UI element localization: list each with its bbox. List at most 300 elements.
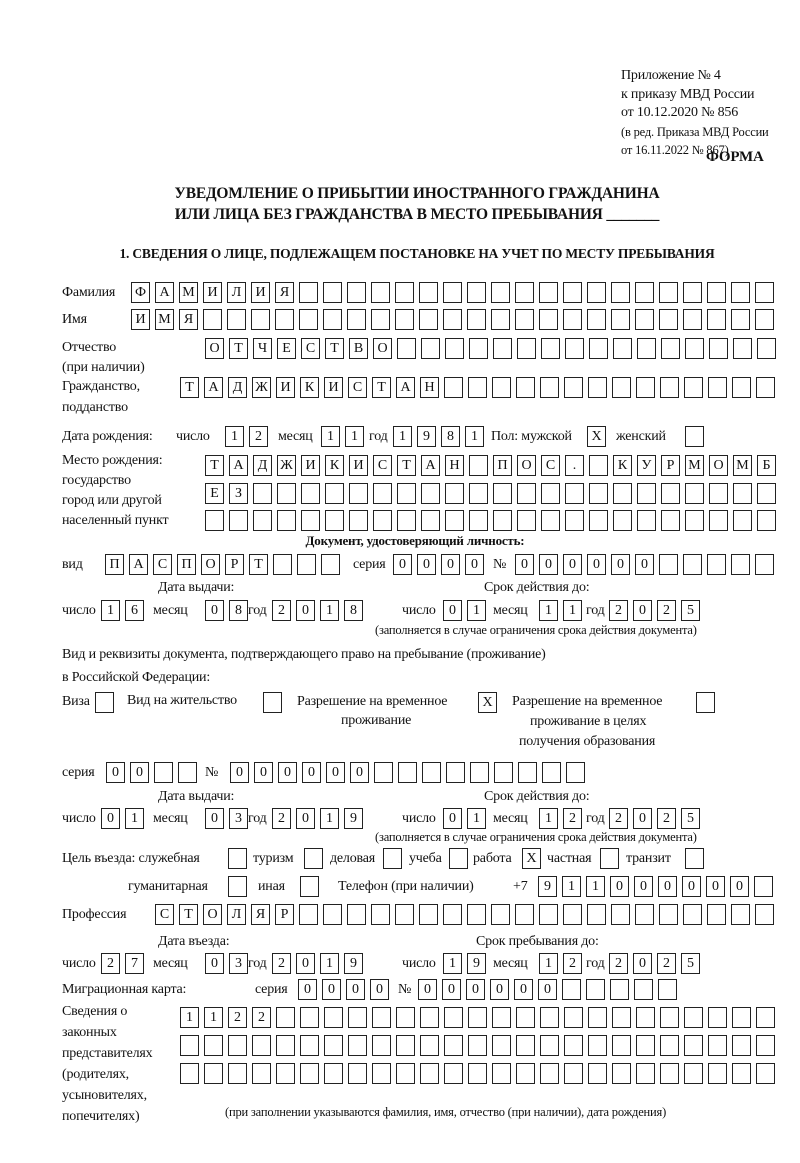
cell-permit-number[interactable] [542, 762, 561, 783]
cell-permit-issue-year[interactable]: 0 [296, 808, 315, 829]
cell-reps3[interactable] [204, 1063, 223, 1084]
cell-reps1[interactable] [276, 1007, 295, 1028]
cell-doc-number[interactable]: 0 [563, 554, 582, 575]
cell-profession[interactable] [323, 904, 342, 925]
cell-reps1[interactable] [420, 1007, 439, 1028]
cell-birthplace1[interactable]: К [613, 455, 632, 476]
cell-phone[interactable]: 1 [586, 876, 605, 897]
cell-birthplace3[interactable] [709, 510, 728, 531]
cell-permit-issue-month[interactable]: 0 [205, 808, 224, 829]
cell-birthplace3[interactable] [421, 510, 440, 531]
cell-reps2[interactable] [468, 1035, 487, 1056]
cell-birthplace3[interactable] [325, 510, 344, 531]
cell-entry-day[interactable]: 7 [125, 953, 144, 974]
cell-citizenship[interactable]: Н [420, 377, 439, 398]
cell-doc-issue-year[interactable]: 2 [272, 600, 291, 621]
cell-surname[interactable] [515, 282, 534, 303]
cell-surname[interactable] [491, 282, 510, 303]
cell-reps2[interactable] [660, 1035, 679, 1056]
cell-doc-valid-day[interactable]: 0 [443, 600, 462, 621]
cell-birthplace3[interactable] [349, 510, 368, 531]
cell-reps3[interactable] [324, 1063, 343, 1084]
cell-surname[interactable] [707, 282, 726, 303]
cell-profession[interactable] [563, 904, 582, 925]
cell-birthplace2[interactable] [493, 483, 512, 504]
cell-name[interactable] [755, 309, 774, 330]
cell-citizenship[interactable]: И [276, 377, 295, 398]
cell-phone[interactable]: 1 [562, 876, 581, 897]
cell-reps2[interactable] [348, 1035, 367, 1056]
cell-doc-issue-year[interactable]: 1 [320, 600, 339, 621]
cell-patronymic[interactable]: Т [325, 338, 344, 359]
cell-reps3[interactable] [588, 1063, 607, 1084]
cell-reps2[interactable] [732, 1035, 751, 1056]
cell-birthplace2[interactable]: Е [205, 483, 224, 504]
cell-purpose-official[interactable] [228, 848, 247, 869]
cell-surname[interactable]: Я [275, 282, 294, 303]
cell-birthplace3[interactable] [733, 510, 752, 531]
cell-reps3[interactable] [492, 1063, 511, 1084]
cell-migration-number[interactable]: 0 [466, 979, 485, 1000]
cell-patronymic[interactable] [541, 338, 560, 359]
cell-patronymic[interactable] [733, 338, 752, 359]
cell-doc-issue-year[interactable]: 8 [344, 600, 363, 621]
cell-doc-valid-year[interactable]: 5 [681, 600, 700, 621]
cell-reps1[interactable] [348, 1007, 367, 1028]
cell-reps2[interactable] [204, 1035, 223, 1056]
cell-birthplace3[interactable] [277, 510, 296, 531]
cell-permit-valid-year[interactable]: 2 [609, 808, 628, 829]
cell-doc-type[interactable] [297, 554, 316, 575]
cell-profession[interactable]: Р [275, 904, 294, 925]
cell-permit-valid-day[interactable]: 1 [467, 808, 486, 829]
cell-citizenship[interactable]: Ж [252, 377, 271, 398]
cell-patronymic[interactable] [469, 338, 488, 359]
cell-birthplace1[interactable]: И [349, 455, 368, 476]
cell-migration-number[interactable]: 0 [442, 979, 461, 1000]
cell-sex-male[interactable]: X [587, 426, 606, 447]
cell-doc-type[interactable] [273, 554, 292, 575]
cell-doc-issue-year[interactable]: 0 [296, 600, 315, 621]
cell-reps1[interactable] [444, 1007, 463, 1028]
cell-birthplace1[interactable]: Т [205, 455, 224, 476]
cell-doc-valid-month[interactable]: 1 [539, 600, 558, 621]
cell-citizenship[interactable] [756, 377, 775, 398]
cell-name[interactable] [203, 309, 222, 330]
cell-permit-issue-year[interactable]: 2 [272, 808, 291, 829]
cell-purpose-tourism[interactable] [304, 848, 323, 869]
cell-migration-series[interactable]: 0 [346, 979, 365, 1000]
cell-edu-permit[interactable] [696, 692, 715, 713]
cell-migration-series[interactable]: 0 [322, 979, 341, 1000]
cell-citizenship[interactable] [636, 377, 655, 398]
cell-surname[interactable] [659, 282, 678, 303]
cell-birthplace1[interactable]: Н [445, 455, 464, 476]
cell-reps1[interactable] [612, 1007, 631, 1028]
cell-stay-year[interactable]: 0 [633, 953, 652, 974]
cell-permit-issue-year[interactable]: 1 [320, 808, 339, 829]
cell-permit-number[interactable]: 0 [254, 762, 273, 783]
cell-citizenship[interactable]: И [324, 377, 343, 398]
cell-reps2[interactable] [684, 1035, 703, 1056]
cell-phone[interactable] [754, 876, 773, 897]
cell-purpose-study[interactable] [449, 848, 468, 869]
cell-birthplace2[interactable]: З [229, 483, 248, 504]
cell-reps1[interactable]: 1 [204, 1007, 223, 1028]
cell-entry-year[interactable]: 9 [344, 953, 363, 974]
cell-profession[interactable]: С [155, 904, 174, 925]
cell-birthplace1[interactable] [589, 455, 608, 476]
cell-reps1[interactable] [372, 1007, 391, 1028]
cell-profession[interactable] [659, 904, 678, 925]
cell-birth-month[interactable]: 1 [321, 426, 340, 447]
cell-surname[interactable] [731, 282, 750, 303]
cell-name[interactable] [731, 309, 750, 330]
cell-birthplace3[interactable] [685, 510, 704, 531]
cell-birthplace2[interactable] [349, 483, 368, 504]
cell-permit-number[interactable]: 0 [326, 762, 345, 783]
cell-name[interactable] [491, 309, 510, 330]
cell-doc-number[interactable]: 0 [635, 554, 654, 575]
cell-birthplace3[interactable] [397, 510, 416, 531]
cell-doc-type[interactable]: С [153, 554, 172, 575]
cell-reps2[interactable] [228, 1035, 247, 1056]
cell-reps1[interactable] [540, 1007, 559, 1028]
cell-birthplace2[interactable] [373, 483, 392, 504]
cell-migration-number[interactable] [610, 979, 629, 1000]
cell-birthplace2[interactable] [541, 483, 560, 504]
cell-visa[interactable] [95, 692, 114, 713]
cell-stay-year[interactable]: 2 [657, 953, 676, 974]
cell-name[interactable] [635, 309, 654, 330]
cell-permit-number[interactable]: 0 [278, 762, 297, 783]
cell-phone[interactable]: 0 [682, 876, 701, 897]
cell-surname[interactable] [419, 282, 438, 303]
cell-citizenship[interactable] [564, 377, 583, 398]
cell-reps1[interactable] [324, 1007, 343, 1028]
cell-migration-number[interactable]: 0 [490, 979, 509, 1000]
cell-permit-number[interactable] [398, 762, 417, 783]
cell-birthplace3[interactable] [229, 510, 248, 531]
cell-profession[interactable] [755, 904, 774, 925]
cell-entry-month[interactable]: 3 [229, 953, 248, 974]
cell-birthplace2[interactable] [469, 483, 488, 504]
cell-citizenship[interactable]: А [396, 377, 415, 398]
cell-permit-series[interactable]: 0 [106, 762, 125, 783]
cell-birthplace2[interactable] [253, 483, 272, 504]
cell-reps1[interactable] [300, 1007, 319, 1028]
cell-phone[interactable]: 0 [730, 876, 749, 897]
cell-profession[interactable]: Л [227, 904, 246, 925]
cell-permit-issue-day[interactable]: 1 [125, 808, 144, 829]
cell-entry-day[interactable]: 2 [101, 953, 120, 974]
cell-birthplace1[interactable]: Д [253, 455, 272, 476]
cell-birth-year[interactable]: 8 [441, 426, 460, 447]
cell-reps3[interactable] [180, 1063, 199, 1084]
cell-doc-valid-month[interactable]: 1 [563, 600, 582, 621]
cell-phone[interactable]: 9 [538, 876, 557, 897]
cell-doc-series[interactable]: 0 [417, 554, 436, 575]
cell-reps3[interactable] [660, 1063, 679, 1084]
cell-name[interactable]: Я [179, 309, 198, 330]
cell-citizenship[interactable] [492, 377, 511, 398]
cell-doc-number[interactable]: 0 [611, 554, 630, 575]
cell-reps2[interactable] [180, 1035, 199, 1056]
cell-birthplace1[interactable]: О [709, 455, 728, 476]
cell-surname[interactable]: А [155, 282, 174, 303]
cell-purpose-transit[interactable] [685, 848, 704, 869]
cell-surname[interactable] [563, 282, 582, 303]
cell-doc-type[interactable]: П [177, 554, 196, 575]
cell-stay-year[interactable]: 2 [609, 953, 628, 974]
cell-birthplace2[interactable] [421, 483, 440, 504]
cell-profession[interactable] [467, 904, 486, 925]
cell-reps3[interactable] [468, 1063, 487, 1084]
cell-reps1[interactable] [564, 1007, 583, 1028]
cell-birthplace1[interactable] [469, 455, 488, 476]
cell-doc-number[interactable]: 0 [515, 554, 534, 575]
cell-name[interactable] [395, 309, 414, 330]
cell-reps1[interactable] [684, 1007, 703, 1028]
cell-citizenship[interactable] [684, 377, 703, 398]
cell-permit-number[interactable] [566, 762, 585, 783]
cell-birthplace2[interactable] [397, 483, 416, 504]
cell-birthplace2[interactable] [589, 483, 608, 504]
cell-doc-valid-year[interactable]: 0 [633, 600, 652, 621]
cell-doc-number[interactable]: 0 [539, 554, 558, 575]
cell-patronymic[interactable] [589, 338, 608, 359]
cell-permit-series[interactable] [178, 762, 197, 783]
cell-profession[interactable] [347, 904, 366, 925]
cell-citizenship[interactable]: Т [180, 377, 199, 398]
cell-name[interactable] [323, 309, 342, 330]
cell-permit-number[interactable] [422, 762, 441, 783]
cell-doc-number[interactable] [731, 554, 750, 575]
cell-doc-issue-month[interactable]: 0 [205, 600, 224, 621]
cell-name[interactable] [659, 309, 678, 330]
cell-reps3[interactable] [228, 1063, 247, 1084]
cell-birth-year[interactable]: 1 [393, 426, 412, 447]
cell-stay-day[interactable]: 1 [443, 953, 462, 974]
cell-reps2[interactable] [756, 1035, 775, 1056]
cell-birthplace1[interactable]: С [541, 455, 560, 476]
cell-profession[interactable] [299, 904, 318, 925]
cell-permit-issue-day[interactable]: 0 [101, 808, 120, 829]
cell-name[interactable] [539, 309, 558, 330]
cell-migration-number[interactable] [562, 979, 581, 1000]
cell-name[interactable] [683, 309, 702, 330]
cell-migration-number[interactable]: 0 [538, 979, 557, 1000]
cell-birthplace1[interactable]: А [421, 455, 440, 476]
cell-reps3[interactable] [684, 1063, 703, 1084]
cell-profession[interactable]: О [203, 904, 222, 925]
cell-surname[interactable]: Л [227, 282, 246, 303]
cell-surname[interactable] [323, 282, 342, 303]
cell-reps3[interactable] [564, 1063, 583, 1084]
cell-surname[interactable] [371, 282, 390, 303]
cell-profession[interactable]: Т [179, 904, 198, 925]
cell-birthplace1[interactable]: М [685, 455, 704, 476]
cell-permit-valid-year[interactable]: 2 [657, 808, 676, 829]
cell-surname[interactable] [443, 282, 462, 303]
cell-reps2[interactable] [324, 1035, 343, 1056]
cell-profession[interactable] [587, 904, 606, 925]
cell-migration-number[interactable]: 0 [514, 979, 533, 1000]
cell-birth-day[interactable]: 2 [249, 426, 268, 447]
cell-profession[interactable] [491, 904, 510, 925]
cell-birthplace3[interactable] [541, 510, 560, 531]
cell-reps2[interactable] [612, 1035, 631, 1056]
cell-citizenship[interactable] [540, 377, 559, 398]
cell-reps1[interactable] [468, 1007, 487, 1028]
cell-surname[interactable]: М [179, 282, 198, 303]
cell-profession[interactable] [371, 904, 390, 925]
cell-citizenship[interactable]: А [204, 377, 223, 398]
cell-reps1[interactable] [516, 1007, 535, 1028]
cell-reps3[interactable] [540, 1063, 559, 1084]
cell-birthplace1[interactable]: . [565, 455, 584, 476]
cell-birthplace2[interactable] [637, 483, 656, 504]
cell-permit-series[interactable]: 0 [130, 762, 149, 783]
cell-surname[interactable] [395, 282, 414, 303]
cell-patronymic[interactable]: О [373, 338, 392, 359]
cell-doc-series[interactable]: 0 [441, 554, 460, 575]
cell-name[interactable] [563, 309, 582, 330]
cell-phone[interactable]: 0 [634, 876, 653, 897]
cell-reps3[interactable] [420, 1063, 439, 1084]
cell-surname[interactable]: Ф [131, 282, 150, 303]
cell-surname[interactable] [467, 282, 486, 303]
cell-permit-valid-day[interactable]: 0 [443, 808, 462, 829]
cell-doc-type[interactable]: А [129, 554, 148, 575]
cell-citizenship[interactable] [444, 377, 463, 398]
cell-migration-series[interactable]: 0 [298, 979, 317, 1000]
cell-entry-year[interactable]: 1 [320, 953, 339, 974]
cell-patronymic[interactable]: С [301, 338, 320, 359]
cell-reps1[interactable]: 2 [252, 1007, 271, 1028]
cell-doc-valid-day[interactable]: 1 [467, 600, 486, 621]
cell-reps1[interactable] [732, 1007, 751, 1028]
cell-name[interactable] [275, 309, 294, 330]
cell-name[interactable] [347, 309, 366, 330]
cell-reps3[interactable] [396, 1063, 415, 1084]
cell-sex-female[interactable] [685, 426, 704, 447]
cell-reps3[interactable] [444, 1063, 463, 1084]
cell-birthplace2[interactable] [709, 483, 728, 504]
cell-reps2[interactable] [420, 1035, 439, 1056]
cell-phone[interactable]: 0 [658, 876, 677, 897]
cell-birthplace3[interactable] [589, 510, 608, 531]
cell-reps2[interactable] [708, 1035, 727, 1056]
cell-birthplace1[interactable]: И [301, 455, 320, 476]
cell-permit-valid-year[interactable]: 0 [633, 808, 652, 829]
cell-patronymic[interactable] [661, 338, 680, 359]
cell-permit-number[interactable]: 0 [350, 762, 369, 783]
cell-stay-month[interactable]: 1 [539, 953, 558, 974]
cell-doc-number[interactable]: 0 [587, 554, 606, 575]
cell-birthplace3[interactable] [373, 510, 392, 531]
cell-profession[interactable] [419, 904, 438, 925]
cell-patronymic[interactable] [445, 338, 464, 359]
cell-doc-number[interactable] [755, 554, 774, 575]
cell-patronymic[interactable] [637, 338, 656, 359]
cell-reps3[interactable] [516, 1063, 535, 1084]
cell-birthplace3[interactable] [469, 510, 488, 531]
cell-patronymic[interactable] [757, 338, 776, 359]
cell-reps2[interactable] [276, 1035, 295, 1056]
cell-citizenship[interactable] [708, 377, 727, 398]
cell-doc-number[interactable] [683, 554, 702, 575]
cell-name[interactable] [251, 309, 270, 330]
cell-reps2[interactable] [540, 1035, 559, 1056]
cell-birthplace2[interactable] [661, 483, 680, 504]
cell-surname[interactable] [755, 282, 774, 303]
cell-birthplace2[interactable] [613, 483, 632, 504]
cell-profession[interactable] [443, 904, 462, 925]
cell-permit-series[interactable] [154, 762, 173, 783]
cell-permit-valid-year[interactable]: 5 [681, 808, 700, 829]
cell-entry-year[interactable]: 0 [296, 953, 315, 974]
cell-doc-type[interactable]: Р [225, 554, 244, 575]
cell-birthplace3[interactable] [301, 510, 320, 531]
cell-patronymic[interactable]: Т [229, 338, 248, 359]
cell-permit-number[interactable] [494, 762, 513, 783]
cell-birthplace2[interactable] [301, 483, 320, 504]
cell-profession[interactable] [611, 904, 630, 925]
cell-patronymic[interactable]: О [205, 338, 224, 359]
cell-reps2[interactable] [252, 1035, 271, 1056]
cell-reps3[interactable] [756, 1063, 775, 1084]
cell-profession[interactable] [635, 904, 654, 925]
cell-patronymic[interactable]: В [349, 338, 368, 359]
cell-profession[interactable] [707, 904, 726, 925]
cell-birth-year[interactable]: 9 [417, 426, 436, 447]
cell-purpose-business[interactable] [383, 848, 402, 869]
cell-patronymic[interactable] [397, 338, 416, 359]
cell-purpose-other[interactable] [300, 876, 319, 897]
cell-birthplace2[interactable] [757, 483, 776, 504]
cell-stay-year[interactable]: 5 [681, 953, 700, 974]
cell-birthplace1[interactable]: С [373, 455, 392, 476]
cell-birthplace3[interactable] [661, 510, 680, 531]
cell-surname[interactable] [299, 282, 318, 303]
cell-doc-type[interactable]: П [105, 554, 124, 575]
cell-reps1[interactable] [588, 1007, 607, 1028]
cell-birthplace1[interactable]: К [325, 455, 344, 476]
cell-profession[interactable] [515, 904, 534, 925]
cell-doc-type[interactable]: Т [249, 554, 268, 575]
cell-patronymic[interactable] [685, 338, 704, 359]
cell-birthplace3[interactable] [493, 510, 512, 531]
cell-citizenship[interactable]: С [348, 377, 367, 398]
cell-profession[interactable] [395, 904, 414, 925]
cell-migration-series[interactable]: 0 [370, 979, 389, 1000]
cell-surname[interactable] [611, 282, 630, 303]
cell-surname[interactable] [539, 282, 558, 303]
cell-name[interactable] [515, 309, 534, 330]
cell-doc-valid-year[interactable]: 2 [657, 600, 676, 621]
cell-reps2[interactable] [516, 1035, 535, 1056]
cell-reps2[interactable] [444, 1035, 463, 1056]
cell-birthplace3[interactable] [205, 510, 224, 531]
cell-stay-month[interactable]: 2 [563, 953, 582, 974]
cell-birthplace2[interactable] [565, 483, 584, 504]
cell-reps1[interactable] [396, 1007, 415, 1028]
cell-surname[interactable] [683, 282, 702, 303]
cell-birthplace1[interactable]: П [493, 455, 512, 476]
cell-birthplace2[interactable] [517, 483, 536, 504]
cell-name[interactable]: М [155, 309, 174, 330]
